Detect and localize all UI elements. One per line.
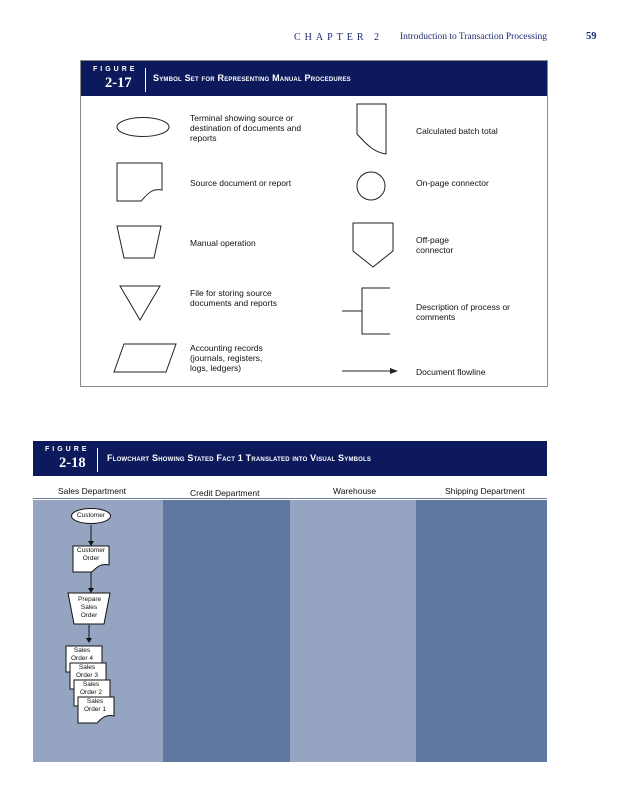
batch-total-symbol bbox=[354, 102, 390, 158]
symbol-label-batch-total: Calculated batch total bbox=[416, 126, 498, 136]
document-symbol bbox=[115, 162, 167, 204]
chapter-label: CHAPTER 2 bbox=[294, 32, 384, 43]
figure-word: FIGURE bbox=[93, 66, 138, 73]
title-separator bbox=[97, 448, 98, 472]
sales-order-1-label: Sales Order 1 bbox=[83, 698, 107, 713]
sales-order-4-label: Sales Order 4 bbox=[70, 647, 94, 662]
file-symbol bbox=[117, 283, 163, 323]
customer-order-label: Customer Order bbox=[76, 547, 106, 562]
figure-number: 2-17 bbox=[105, 75, 132, 91]
symbol-label-off-page-connector: Off-page connector bbox=[416, 235, 454, 255]
sales-order-3-label: Sales Order 3 bbox=[75, 664, 99, 679]
figure-word: FIGURE bbox=[45, 446, 90, 453]
symbol-label-file: File for storing source documents and reports bbox=[190, 288, 277, 308]
prepare-sales-order-label: Prepare Sales Order bbox=[78, 596, 102, 619]
symbol-label-manual-operation: Manual operation bbox=[190, 238, 256, 248]
symbol-label-terminal: Terminal showing source or destination of documents and reports bbox=[190, 113, 302, 143]
chapter-title: Introduction to Transaction Processing bbox=[400, 32, 547, 42]
figure-number: 2-18 bbox=[59, 455, 86, 471]
lane-header-sales: Sales Department bbox=[58, 486, 127, 496]
lane-header-warehouse: Warehouse bbox=[333, 486, 377, 496]
manual-operation-symbol bbox=[115, 224, 165, 260]
annotation-symbol bbox=[340, 285, 392, 337]
figure-caption: Symbol Set for Representing Manual Procedures bbox=[153, 73, 351, 83]
symbol-label-on-page-connector: On-page connector bbox=[416, 178, 489, 188]
symbol-label-flowline: Document flowline bbox=[416, 367, 486, 377]
terminal-symbol bbox=[112, 115, 174, 139]
flowline-symbol bbox=[340, 366, 400, 376]
lane-warehouse bbox=[290, 500, 416, 762]
accounting-records-symbol bbox=[112, 342, 178, 374]
off-page-connector-symbol bbox=[351, 221, 395, 269]
figure-2-17-title-bar bbox=[81, 61, 547, 96]
lane-shipping bbox=[416, 500, 547, 762]
symbol-label-annotation: Description of process or comments bbox=[416, 302, 511, 322]
lane-credit bbox=[163, 500, 290, 762]
on-page-connector-symbol bbox=[355, 170, 387, 202]
figure-caption: Flowchart Showing Stated Fact 1 Translated into Visual Symbols bbox=[107, 453, 372, 463]
lane-header-credit: Credit Department bbox=[190, 488, 260, 498]
lane-header-shipping: Shipping Department bbox=[445, 486, 525, 496]
page-number: 59 bbox=[586, 31, 597, 42]
symbol-label-document: Source document or report bbox=[190, 178, 292, 188]
customer-terminal-label: Customer bbox=[76, 512, 106, 519]
title-separator bbox=[145, 68, 146, 92]
sales-order-2-label: Sales Order 2 bbox=[79, 681, 103, 696]
flowchart-connectors bbox=[60, 505, 120, 655]
symbol-label-accounting-records: Accounting records (journals, registers, logs, ledgers) bbox=[190, 343, 263, 373]
lane-divider-line bbox=[33, 498, 547, 499]
figure-2-18-title-bar bbox=[33, 441, 547, 476]
